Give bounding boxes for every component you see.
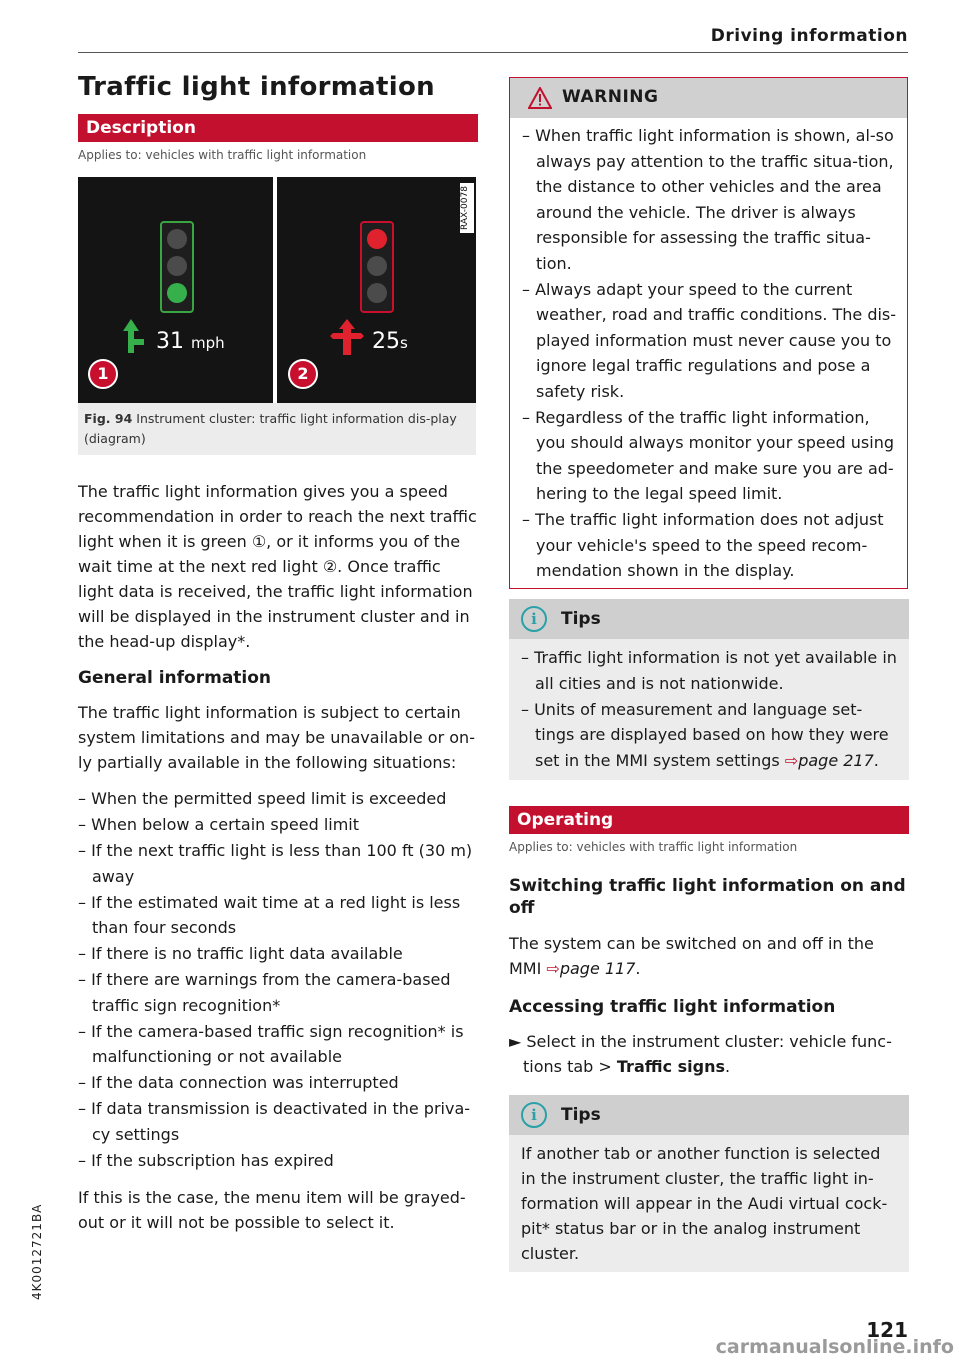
general-paragraph — [78, 700, 478, 775]
warning-label: WARNING — [562, 87, 659, 107]
figure-94 — [78, 177, 476, 403]
traffic-light-green-icon — [160, 221, 194, 313]
figure-caption — [78, 403, 476, 455]
document-code: 4K0012721BA — [30, 1203, 44, 1300]
closing-line: out or it will not be possible to select it. — [78, 1212, 395, 1232]
general-line: The traffic light information is subject to certain — [78, 703, 461, 722]
intro-line: light data is received, the traffic light information — [78, 582, 473, 601]
list-item: – When the permitted speed limit is exceeded — [78, 786, 478, 812]
access-step-text: Select in the instrument cluster: vehicle func-tions tab > — [523, 1031, 892, 1076]
applies-note: Applies to: vehicles with traffic light information — [78, 148, 367, 162]
tips-list — [521, 645, 899, 773]
list-item: – If the data connection was interrupted — [78, 1070, 478, 1096]
switch-paragraph: The system can be switched on and off in the MMI ⇨page 117. — [509, 933, 874, 978]
warning-triangle-icon — [528, 87, 552, 109]
tips-header — [509, 1095, 909, 1135]
reference-arrow-icon: ⇨ — [784, 750, 799, 770]
info-icon: i — [521, 606, 547, 632]
switch-text: The system can be switched on and off in the MMI — [509, 933, 874, 978]
lamp-off — [167, 229, 187, 249]
tips-body — [509, 1135, 909, 1272]
step-marker-icon: ► — [509, 1031, 527, 1051]
figure-code: RAX-0078 — [460, 183, 474, 233]
intro-line: light when it is green ①, or it informs you of the — [78, 532, 461, 551]
list-item: – If the camera-based traffic sign recognition* is malfunctioning or not available — [78, 1019, 478, 1070]
wait-time-readout — [372, 329, 408, 354]
tips-box-1 — [509, 599, 909, 780]
intro-line: wait time at the next red light ②. Once traffic — [78, 557, 441, 576]
intro-paragraph — [78, 479, 478, 654]
intro-line: the head-up display*. — [78, 632, 251, 651]
callout-2: 2 — [288, 359, 318, 389]
wait-value: 25 — [372, 329, 400, 354]
lamp-off — [167, 256, 187, 276]
list-item: – Traffic light information is not yet available in all cities and is not nationwide. — [521, 645, 899, 696]
list-item: – The traffic light information does not adjust your vehicle's speed to the speed recom-mendation shown in the display. — [522, 507, 897, 584]
list-item: – When traffic light information is shown, al-so always pay attention to the traffic situa-tion, the distance to other vehicles and the area around the vehicle. The driver is always responsible for assessing the traffic situa-tion. — [522, 123, 897, 276]
turn-arrow-green-icon — [122, 317, 146, 353]
tips-box-2 — [509, 1095, 909, 1272]
list-item: – Always adapt your speed to the current weather, road and traffic conditions. The dis-played information must never cause you to ignore legal traffic regulations and pose a safety risk. — [522, 277, 897, 405]
lamp-off — [367, 256, 387, 276]
header-rule — [78, 52, 908, 53]
operating-bar: Operating — [509, 806, 909, 834]
callout-1: 1 — [88, 359, 118, 389]
page-reference[interactable]: page 217 — [798, 750, 874, 770]
intersection-arrow-red-icon — [330, 319, 364, 355]
caption-label: Fig. 94 — [84, 411, 133, 426]
list-item: – When below a certain speed limit — [78, 812, 478, 838]
list-item: – Units of measurement and language set-tings are displayed based on how they were set in the MMI system settings ⇨page 217. — [521, 697, 899, 774]
tips-body — [509, 639, 909, 780]
tips-text: If another tab or another function is selected in the instrument cluster, the traffic light in-formation will appear in the Audi virtual cock-pit* status bar or in the analog instrument cluster. — [521, 1143, 888, 1263]
list-item: – If data transmission is deactivated in the priva-cy settings — [78, 1096, 478, 1147]
lamp-red — [367, 229, 387, 249]
list-item: – If the subscription has expired — [78, 1148, 478, 1174]
tips-label: Tips — [561, 609, 601, 629]
list-item: – If there are warnings from the camera-based traffic sign recognition* — [78, 967, 478, 1018]
closing-line: If this is the case, the menu item will be grayed- — [78, 1187, 466, 1207]
warning-box — [509, 77, 908, 589]
page-title: Traffic light information — [78, 72, 435, 102]
switch-heading: Switching traffic light information on and off — [509, 875, 906, 918]
page-number: 121 — [866, 1318, 908, 1342]
closing-paragraph — [78, 1185, 478, 1235]
intro-line: recommendation in order to reach the next traffic — [78, 507, 477, 526]
warning-header — [510, 78, 907, 118]
access-heading: Accessing traffic light information — [509, 996, 836, 1017]
traffic-light-red-icon — [360, 221, 394, 313]
lamp-green — [167, 283, 187, 303]
warning-body — [510, 118, 907, 588]
page-reference[interactable]: page 117 — [559, 958, 636, 978]
watermark: carmanualsonline.info — [715, 1336, 954, 1358]
reference-arrow-icon: ⇨ — [546, 958, 560, 978]
tips-label: Tips — [561, 1104, 601, 1125]
general-line: ly partially available in the following situations: — [78, 753, 457, 772]
caption-text: Instrument cluster: traffic light information dis-play (diagram) — [84, 411, 457, 446]
figure-divider — [273, 177, 277, 403]
description-bar: Description — [78, 114, 478, 142]
speed-unit: mph — [191, 334, 225, 352]
section-title: Driving information — [710, 26, 908, 46]
list-item: – If the estimated wait time at a red light is less than four seconds — [78, 890, 478, 941]
intro-line: will be displayed in the instrument cluster and in — [78, 607, 470, 626]
general-heading: General information — [78, 668, 272, 688]
tips-item-text: Units of measurement and language set-tings are displayed based on how they were set in the MMI system settings — [534, 699, 889, 770]
list-item: – Regardless of the traffic light information, you should always monitor your speed using the speedometer and make sure you are ad-hering to the legal speed limit. — [522, 405, 897, 507]
warning-list — [522, 123, 897, 584]
intro-line: The traffic light information gives you a speed — [78, 482, 448, 501]
tips-header — [509, 599, 909, 639]
speed-value: 31 — [156, 329, 184, 354]
wait-unit: s — [400, 334, 408, 352]
general-line: system limitations and may be unavailable or on- — [78, 728, 475, 747]
left-column — [78, 72, 478, 1235]
speed-readout — [156, 329, 225, 354]
lamp-off — [367, 283, 387, 303]
right-column — [509, 77, 909, 1272]
info-icon: i — [521, 1102, 547, 1128]
list-item: – If the next traffic light is less than 100 ft (30 m) away — [78, 838, 478, 889]
situations-list — [78, 786, 478, 1173]
applies-note: Applies to: vehicles with traffic light information — [509, 839, 798, 854]
access-step: ► Select in the instrument cluster: vehicle func-tions tab > Traffic signs. — [509, 1031, 892, 1076]
traffic-signs-label: Traffic signs — [616, 1056, 726, 1076]
list-item: – If there is no traffic light data available — [78, 941, 478, 967]
